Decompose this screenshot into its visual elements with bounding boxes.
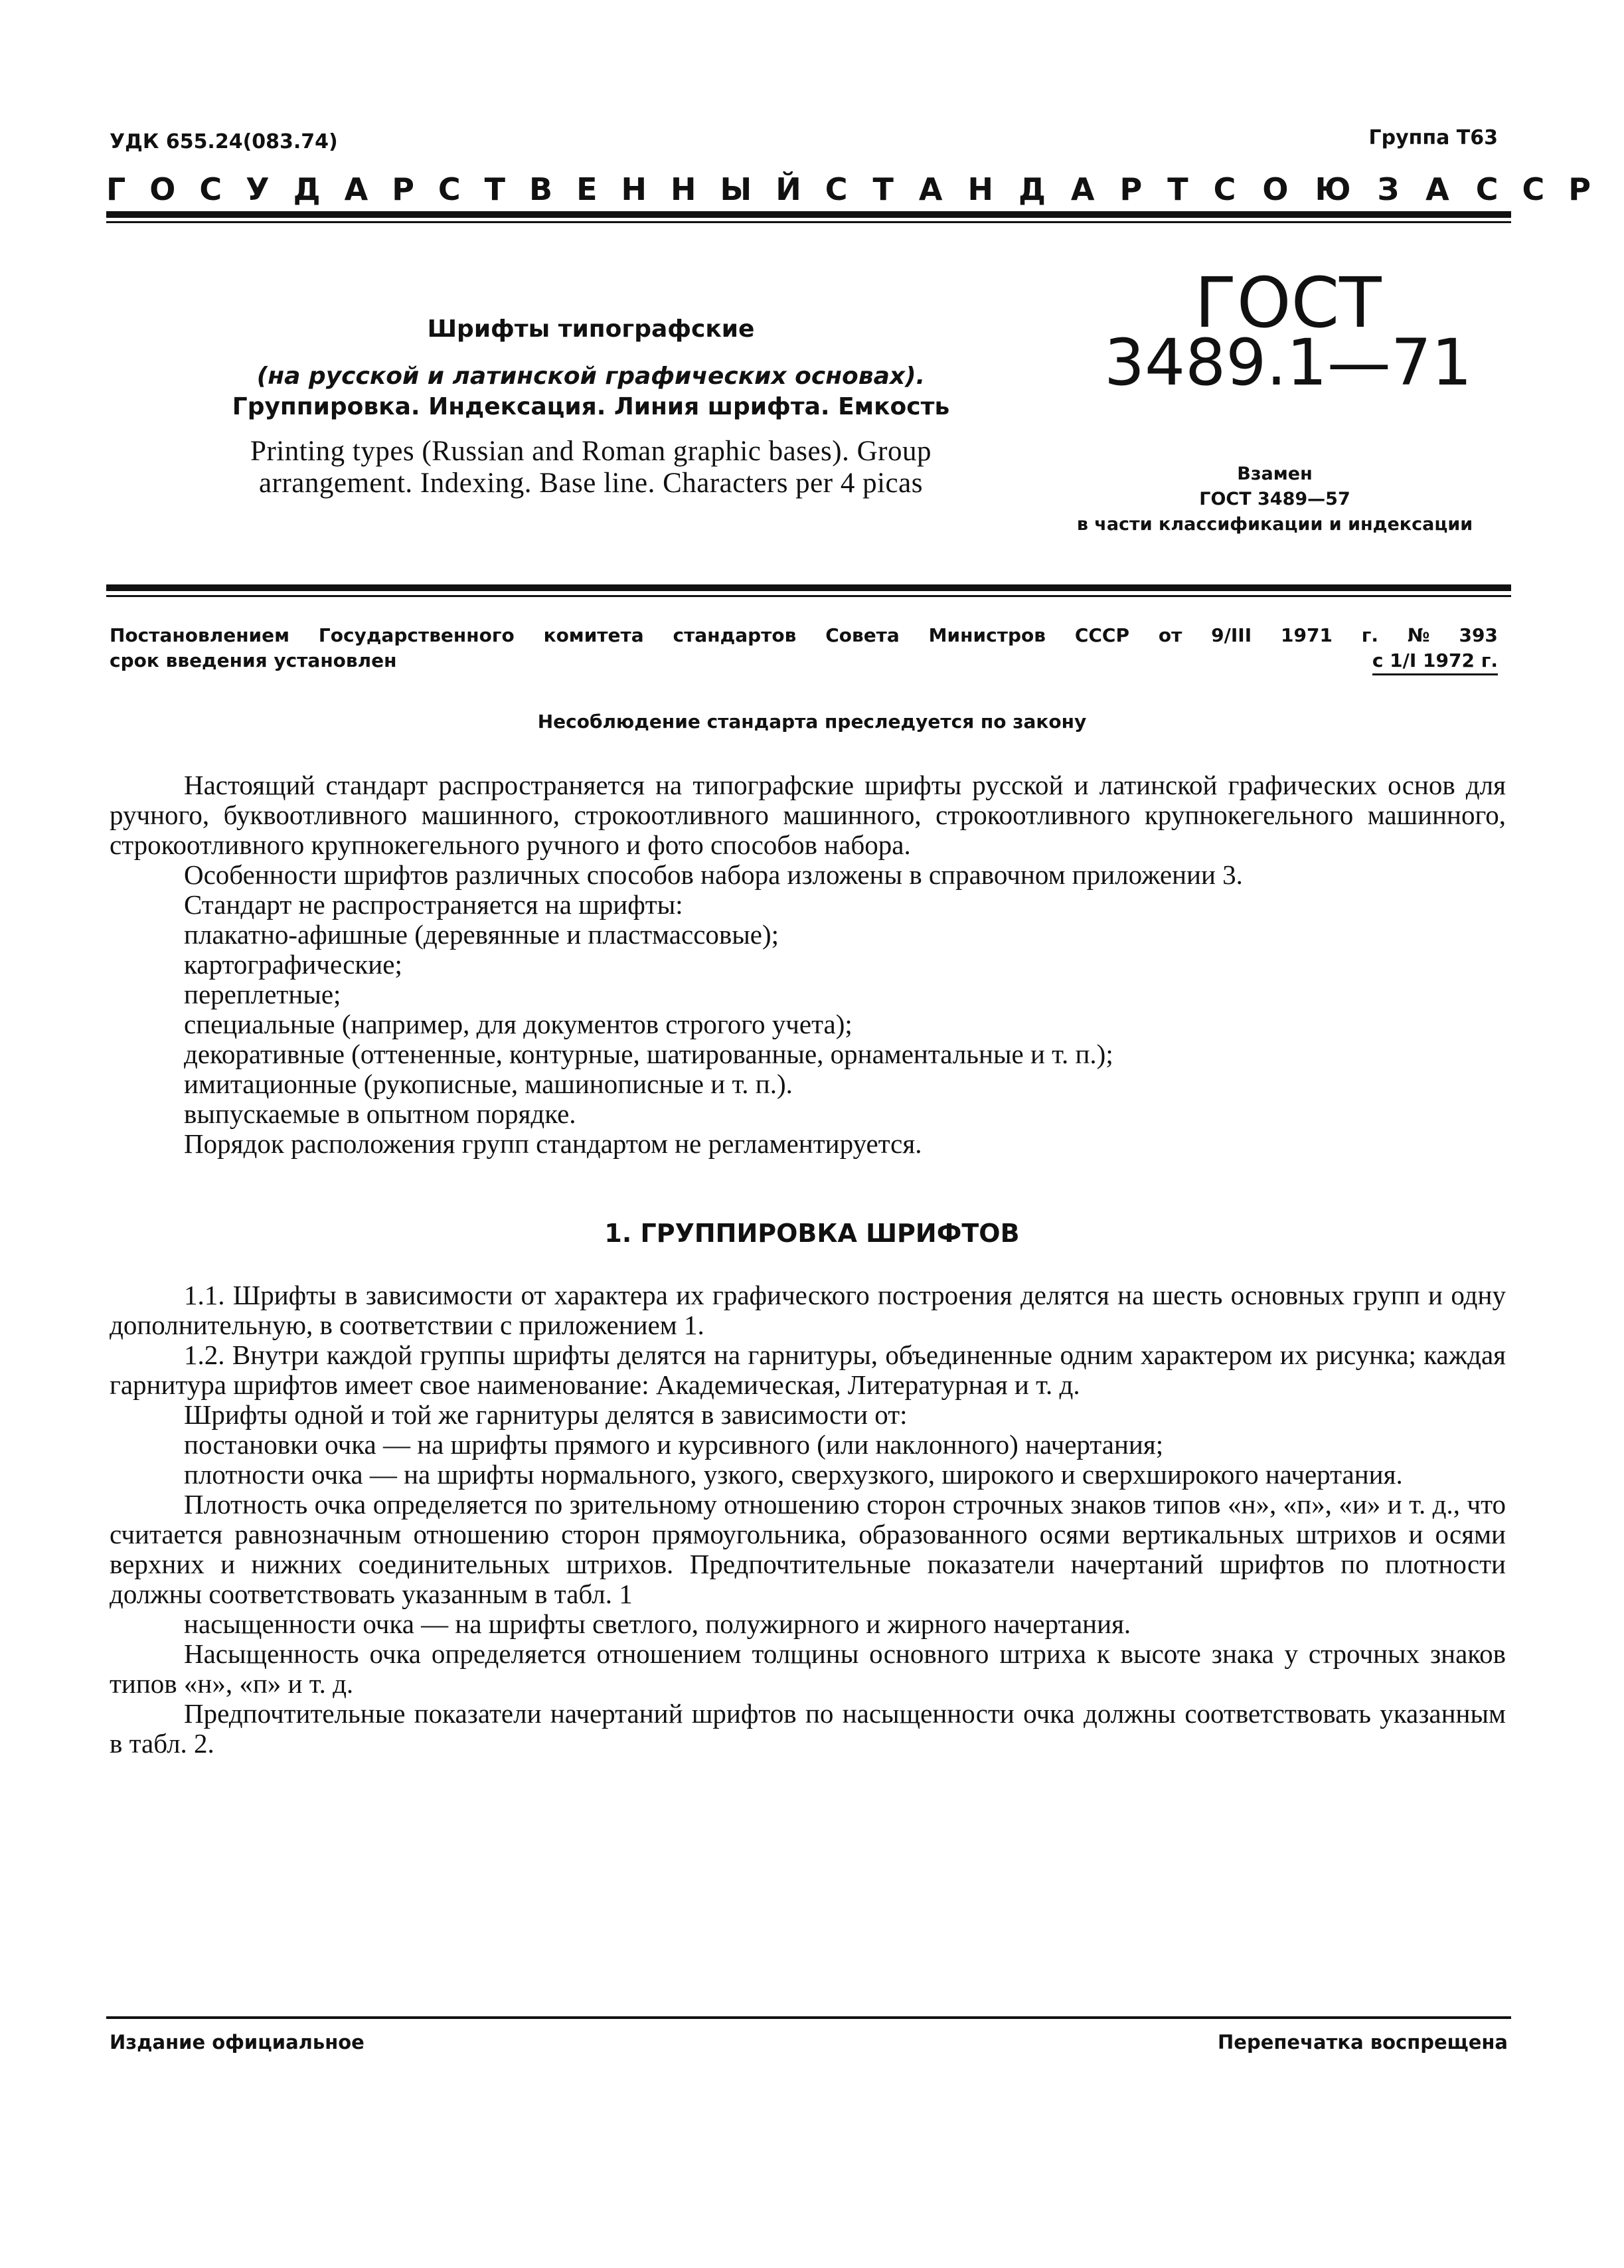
decree-word: г. (1361, 624, 1379, 646)
list-item: выпускаемые в опытном порядке. (184, 1098, 576, 1129)
decree-word: Министров (928, 624, 1046, 646)
mid-rule-thin (106, 595, 1511, 597)
paragraph: Порядок расположения групп стандартом не регламентируется. (184, 1128, 922, 1159)
state-standard-banner (106, 171, 1615, 207)
mid-rule (106, 584, 1511, 591)
list-item: переплетные; (184, 979, 341, 1009)
paragraph: Плотность очка определяется по зрительному отношению сторон строчных знаков типов «н», «п», «и» и т. д., что считается равнозначным отношению сторон прямоугольника, образованного осями вертикальных штрихов и осями верхних и нижних соединительных штрихов. Предпочтительные показатели начертаний шрифтов по плотности должны соответствовать указанным в табл. 1 (110, 1489, 1506, 1609)
list-item: имитационные (рукописные, машинописные и т. п.). (184, 1069, 793, 1099)
official-edition-note: Издание официальное (110, 2031, 365, 2053)
group-code: Группа Т63 (1368, 126, 1498, 149)
paragraph: Шрифты одной и той же гарнитуры делятся в зависимости от: (184, 1399, 908, 1430)
english-title (186, 436, 996, 499)
standard-title (186, 313, 996, 499)
intro-text (110, 770, 1506, 1159)
reprint-prohibited-note: Перепечатка воспрещена (1218, 2031, 1508, 2053)
footer-rule (106, 2016, 1511, 2019)
banner-word: ССР (1475, 171, 1615, 207)
decree-word: от (1158, 624, 1182, 646)
udk-code: УДК 655.24(083.74) (110, 130, 338, 153)
banner-word: СТАНДАРТ (825, 171, 1214, 207)
decree-word: № (1407, 624, 1430, 646)
decree-block (110, 623, 1498, 675)
banner-word: СОЮЗА (1213, 171, 1476, 207)
replaces-note (1049, 462, 1501, 537)
decree-word: Государственного (318, 624, 515, 646)
decree-term-label: срок введения установлен (110, 650, 397, 671)
decree-word: 9/III (1211, 624, 1252, 646)
paragraph: Насыщенность очка определяется отношением толщины основного штриха к высоте знака у строчных знаков типов «н», «п» и т. д. (110, 1638, 1506, 1699)
decree-line-2 (110, 648, 1498, 675)
replaces-line: ГОСТ 3489—57 (1199, 489, 1350, 509)
list-item: декоративные (оттененные, контурные, шатированные, орнаментальные и т. п.); (184, 1039, 1113, 1069)
paragraph: Настоящий стандарт распространяется на типографские шрифты русской и латинской графических основ для ручного, буквоотливного машинного, строкоотливного машинного, строкоотливного крупнокегельного машинного, строкоотливного крупнокегельного ручного и фото способов набора. (110, 770, 1506, 860)
decree-word: 393 (1459, 624, 1498, 646)
decree-effective-date: с 1/I 1972 г. (1372, 648, 1498, 675)
title-line-3: Группировка. Индексация. Линия шрифта. Емкость (232, 393, 950, 420)
paragraph: Предпочтительные показатели начертаний шрифтов по насыщенности очка должны соответствовать указанным в табл. 2. (110, 1698, 1506, 1759)
paragraph: насыщенности очка — на шрифты светлого, полужирного и жирного начертания. (184, 1609, 1131, 1639)
banner-word: ГОСУДАРСТВЕННЫЙ (106, 171, 825, 207)
header-rule (106, 211, 1511, 218)
paragraph: 1.1. Шрифты в зависимости от характера их графического построения делятся на шесть основных групп и одну дополнительную, в соответствии с приложением 1. (110, 1280, 1506, 1340)
gost-label: ГОСТ (1194, 262, 1382, 343)
english-title-line: Printing types (Russian and Roman graphic bases). Group (250, 436, 932, 467)
decree-line-1 (110, 623, 1498, 648)
paragraph: постановки очка — на шрифты прямого и курсивного (или наклонного) начертания; (184, 1429, 1164, 1460)
replaces-line: Взамен (1237, 464, 1313, 484)
section-1-text (110, 1280, 1506, 1759)
decree-word: Совета (825, 624, 900, 646)
list-item: плакатно-афишные (деревянные и пластмассовые); (184, 919, 779, 950)
paragraph: Особенности шрифтов различных способов набора изложены в справочном приложении 3. (184, 859, 1243, 890)
decree-word: Постановлением (110, 624, 290, 646)
paragraph: Стандарт не распространяется на шрифты: (184, 889, 683, 920)
gost-number: 3489.1—71 (1103, 325, 1473, 400)
section-heading: 1. ГРУППИРОВКА ШРИФТОВ (604, 1219, 1020, 1248)
list-item: картографические; (184, 949, 402, 980)
title-line-2: (на русской и латинской графических основах). (256, 363, 926, 390)
paragraph: 1.2. Внутри каждой группы шрифты делятся на гарнитуры, объединенные одним характером их рисунка; каждая гарнитура шрифтов имеет свое наименование: Академическая, Литературная и т. д. (110, 1340, 1506, 1400)
title-line-1: Шрифты типографские (427, 315, 755, 343)
replaces-line: в части классификации и индексации (1076, 514, 1473, 535)
list-item: специальные (например, для документов строгого учета); (184, 1009, 853, 1039)
paragraph: плотности очка — на шрифты нормального, узкого, сверхузкого, широкого и сверхширокого начертания. (184, 1459, 1403, 1490)
decree-word: комитета (543, 624, 644, 646)
header-rule-thin (106, 221, 1511, 223)
decree-word: стандартов (673, 624, 797, 646)
decree-word: 1971 (1281, 624, 1333, 646)
legal-warning: Несоблюдение стандарта преследуется по закону (537, 711, 1087, 733)
decree-word: СССР (1074, 624, 1129, 646)
english-title-line: arrangement. Indexing. Base line. Characters per 4 picas (259, 468, 923, 499)
